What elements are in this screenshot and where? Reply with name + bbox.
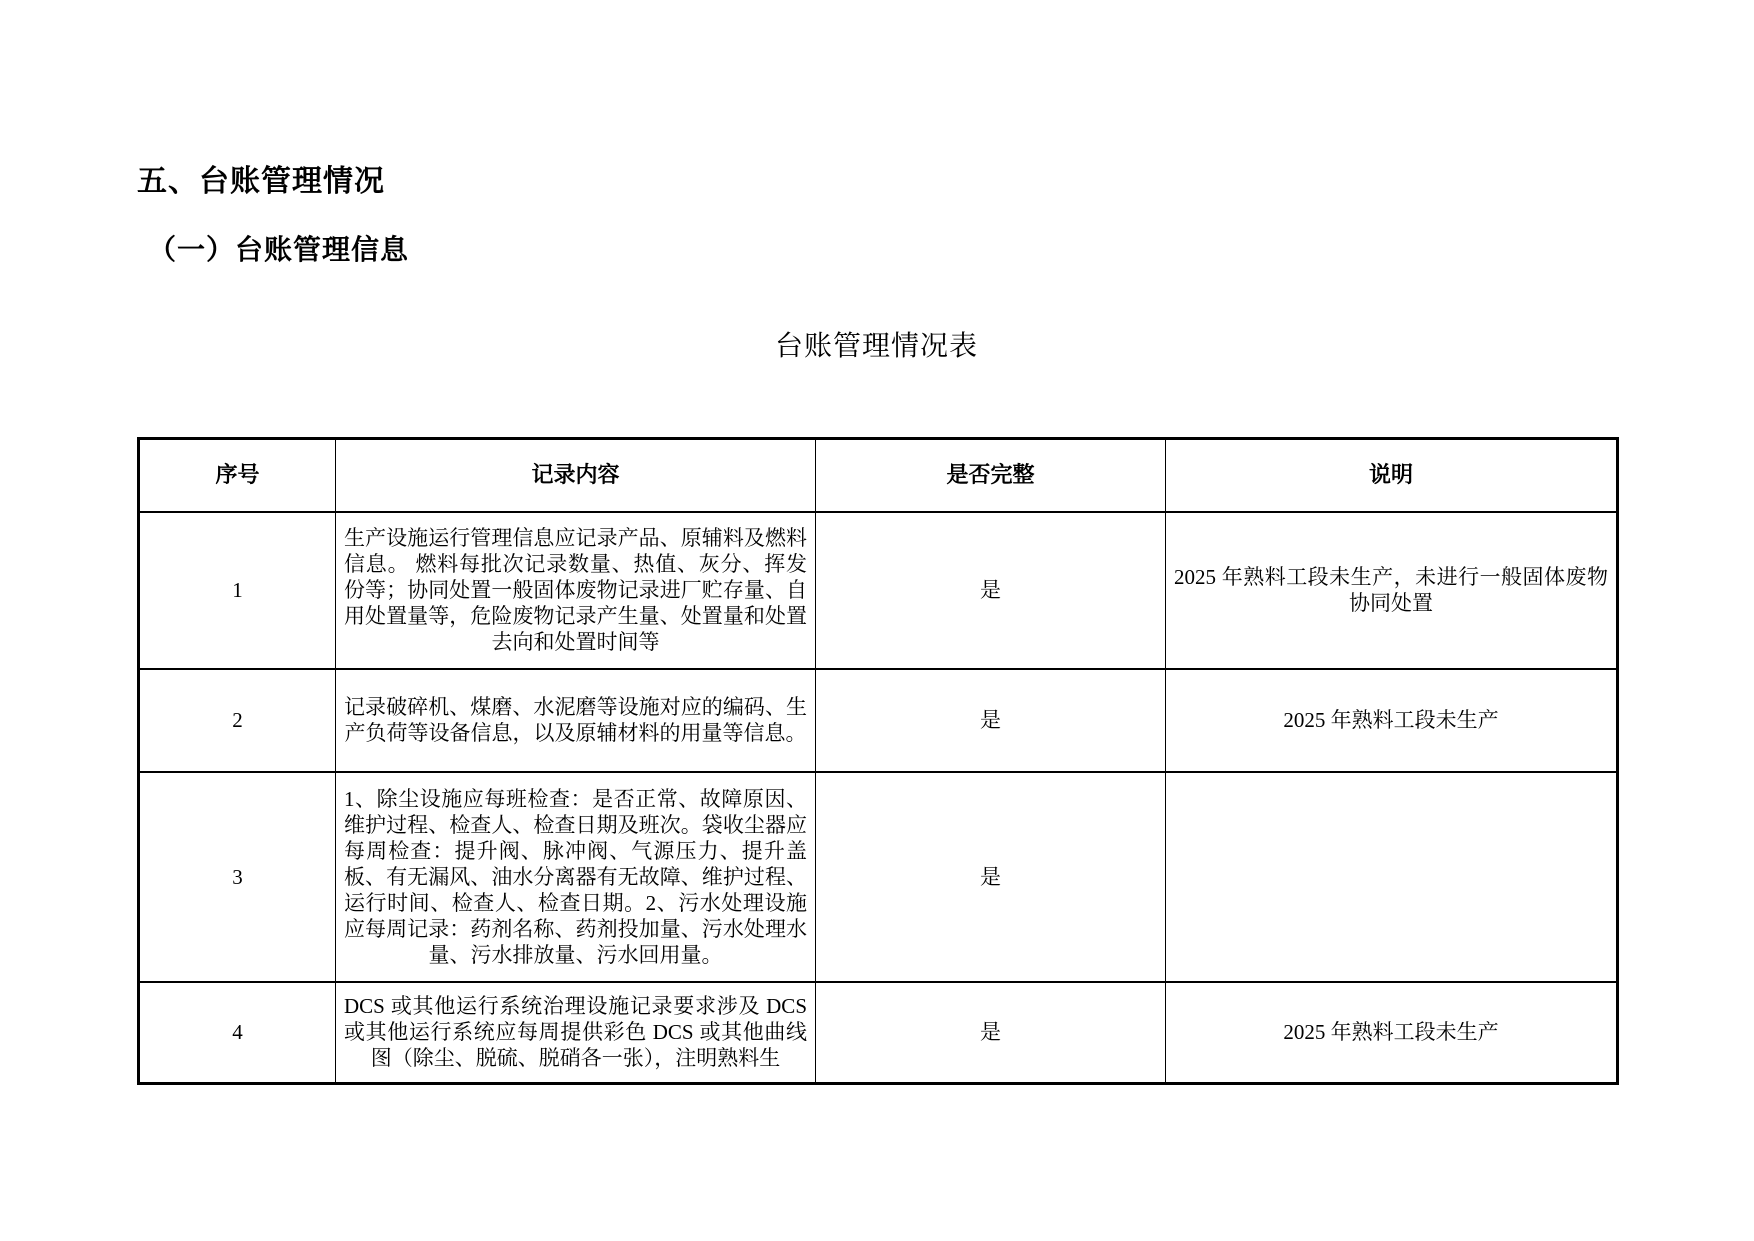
cell-no: 1 (139, 512, 336, 669)
table-header-row (139, 439, 1618, 512)
col-header-content: 记录内容 (336, 439, 816, 512)
cell-content: 生产设施运行管理信息应记录产品、原辅料及燃料信息。 燃料每批次记录数量、热值、灰分、挥发份等；协同处置一般固体废物记录进厂贮存量、自用处置量等，危险废物记录产生量、处置量和处置去向和处置时间等 (336, 512, 816, 669)
col-header-note: 说明 (1166, 439, 1618, 512)
cell-note: 2025 年熟料工段未生产，未进行一般固体废物协同处置 (1166, 512, 1618, 669)
cell-no: 2 (139, 669, 336, 772)
table-row (139, 982, 1618, 1084)
cell-complete: 是 (816, 512, 1166, 669)
table-row (139, 669, 1618, 772)
cell-content: 记录破碎机、煤磨、水泥磨等设施对应的编码、生产负荷等设备信息，以及原辅材料的用量等信息。 (336, 669, 816, 772)
col-header-complete: 是否完整 (816, 439, 1166, 512)
cell-no: 3 (139, 772, 336, 982)
cell-complete: 是 (816, 772, 1166, 982)
cell-complete: 是 (816, 669, 1166, 772)
col-header-no: 序号 (139, 439, 336, 512)
cell-content: 1、除尘设施应每班检查：是否正常、故障原因、维护过程、检查人、检查日期及班次。袋收尘器应每周检查：提升阀、脉冲阀、气源压力、提升盖板、有无漏风、油水分离器有无故障、维护过程、运行时间、检查人、检查日期。2、污水处理设施应每周记录：药剂名称、药剂投加量、污水处理水量、污水排放量、污水回用量。 (336, 772, 816, 982)
section-heading: 五、台账管理情况 (137, 165, 385, 198)
table-row (139, 772, 1618, 982)
cell-note: 2025 年熟料工段未生产 (1166, 669, 1618, 772)
cell-content: DCS 或其他运行系统治理设施记录要求涉及 DCS 或其他运行系统应每周提供彩色 DCS 或其他曲线图（除尘、脱硫、脱硝各一张），注明熟料生 (336, 982, 816, 1084)
cell-no: 4 (139, 982, 336, 1084)
table-row (139, 512, 1618, 669)
ledger-table (137, 437, 1619, 1085)
cell-complete: 是 (816, 982, 1166, 1084)
subsection-heading: （一）台账管理信息 (148, 234, 410, 265)
cell-note: 2025 年熟料工段未生产 (1166, 982, 1618, 1084)
table-title: 台账管理情况表 (774, 331, 978, 362)
cell-note (1166, 772, 1618, 982)
